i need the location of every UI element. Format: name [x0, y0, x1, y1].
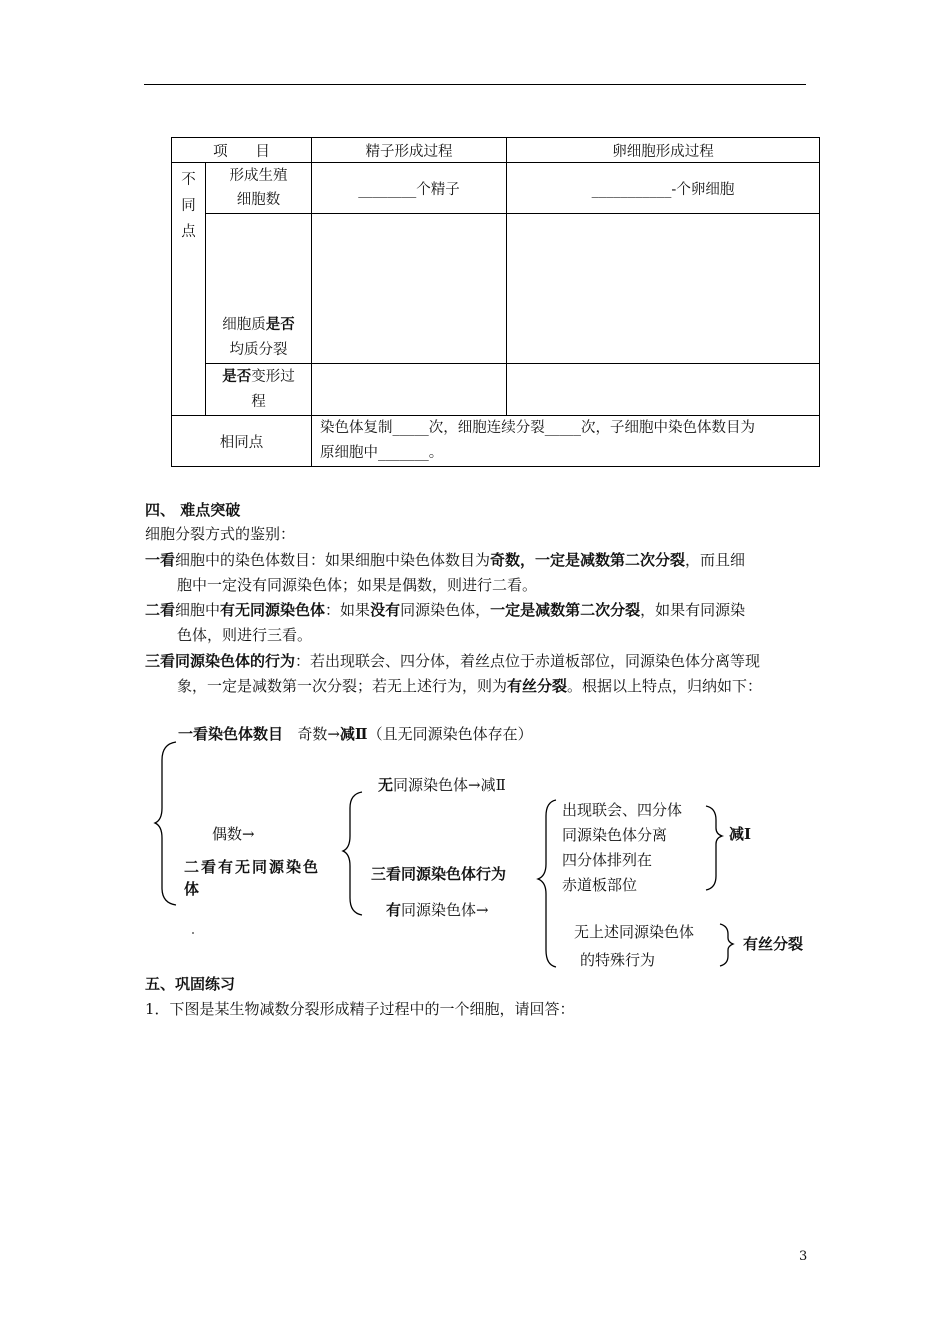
- mitosis-label: 有丝分裂: [743, 935, 804, 953]
- none-close-brace: [720, 924, 733, 966]
- left-brace: [155, 742, 176, 905]
- section4-title: 四、 难点突破: [145, 501, 241, 519]
- no-homolog-row: 无同源染色体→减Ⅱ: [378, 776, 506, 794]
- three-look-label: 三看同源染色体行为: [371, 865, 507, 883]
- section5-title: 五、巩固练习: [145, 975, 236, 993]
- paragraph-two-cont: 色体，则进行三看。: [177, 626, 313, 644]
- paragraph-one-cont: 胞中一定没有同源染色体；如果是偶数，则进行二看。: [177, 576, 538, 594]
- two-look-label: 二看有无同源染色体: [184, 858, 321, 898]
- one-look-row: 一看染色体数目 奇数→减Ⅱ（且无同源染色体存在）: [178, 725, 533, 743]
- behavior-list: 出现联会、四分体 同源染色体分离 四分体排列在 赤道板部位: [562, 801, 683, 894]
- row-cell-count-sperm: ________个精子: [312, 163, 507, 214]
- row-cytoplasm-label: 细胞质是否 均质分裂: [206, 214, 312, 364]
- diff-label: 不 同 点: [172, 163, 206, 416]
- paragraph-three: 三看同源染色体的行为：若出现联会、四分体，着丝点位于赤道板部位，同源染色体分离等现: [145, 652, 761, 670]
- question-one: 1．下图是某生物减数分裂形成精子过程中的一个细胞，请回答：: [145, 1000, 575, 1018]
- meiosis-one-label: 减Ⅰ: [729, 825, 752, 843]
- stray-dot: [192, 932, 194, 934]
- paragraph-two: 二看细胞中有无同源染色体：如果没有同源染色体，一定是减数第二次分裂，如果有同源染: [145, 601, 746, 619]
- none-behavior: 无上述同源染色体 的特殊行为: [574, 923, 695, 969]
- has-homolog-row: 有同源染色体→: [386, 901, 489, 919]
- header-sperm: 精子形成过程: [312, 138, 507, 163]
- page-number: 3: [799, 1249, 808, 1264]
- same-content: 染色体复制_____次，细胞连续分裂_____次，子细胞中染色体数目为 原细胞中_______。: [312, 416, 820, 467]
- row-cell-count-egg: ___________-个卵细胞: [507, 163, 820, 214]
- row-deform-label: 是否变形过 程: [206, 364, 312, 416]
- header-item: 项 目: [172, 138, 312, 163]
- row-cell-count-label: 形成生殖 细胞数: [206, 163, 312, 214]
- header-egg: 卵细胞形成过程: [507, 138, 820, 163]
- behavior-close-brace: [706, 806, 722, 890]
- even-label: 偶数→: [212, 825, 255, 843]
- paragraph-three-cont: 象，一定是减数第一次分裂；若无上述行为，则为有丝分裂。根据以上特点，归纳如下：: [177, 677, 763, 695]
- section4-intro: 细胞分裂方式的鉴别：: [145, 525, 296, 543]
- middle-brace: [343, 792, 362, 915]
- paragraph-one: 一看细胞中的染色体数目：如果细胞中染色体数目为奇数，一定是减数第二次分裂，而且细: [145, 551, 746, 569]
- same-label: 相同点: [172, 416, 312, 467]
- right-brace: [538, 800, 556, 967]
